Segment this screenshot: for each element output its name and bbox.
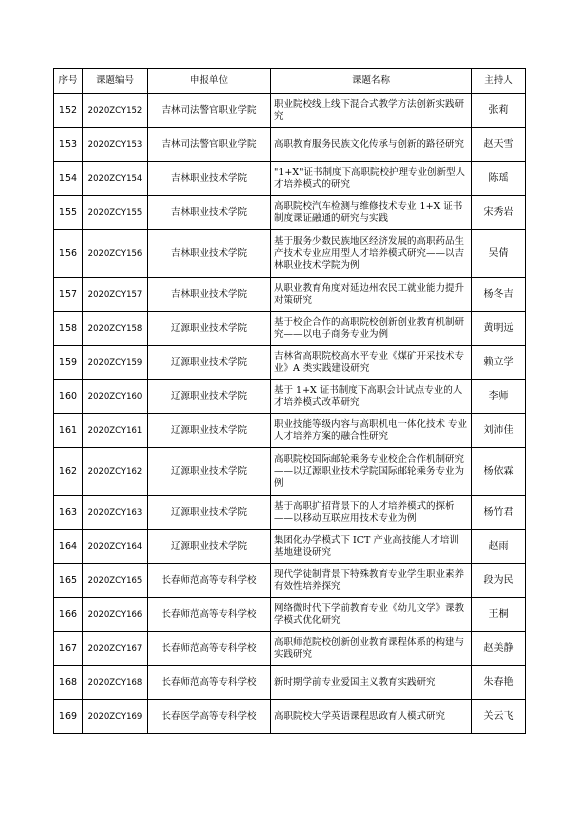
- applicant-unit: 吉林职业技术学院: [148, 162, 271, 196]
- host-name: 李师: [472, 380, 526, 414]
- project-code: 2020ZCY164: [83, 530, 148, 564]
- project-title: 新时期学前专业爱国主义教育实践研究: [271, 666, 472, 700]
- project-title: 职业院校线上线下混合式教学方法创新实践研究: [271, 94, 472, 128]
- host-name: 赵天雪: [472, 128, 526, 162]
- project-table: [53, 68, 526, 734]
- table-row: [54, 414, 526, 448]
- project-title: 吉林省高职院校高水平专业《煤矿开采技术专业》A 类实践建设研究: [271, 346, 472, 380]
- project-code: 2020ZCY155: [83, 196, 148, 230]
- table-row: [54, 128, 526, 162]
- project-code: 2020ZCY166: [83, 598, 148, 632]
- applicant-unit: 辽源职业技术学院: [148, 414, 271, 448]
- table-row: [54, 598, 526, 632]
- row-number: 169: [54, 700, 83, 734]
- applicant-unit: 吉林职业技术学院: [148, 196, 271, 230]
- host-name: 陈瑶: [472, 162, 526, 196]
- header-title: 课题名称: [271, 69, 472, 94]
- row-number: 160: [54, 380, 83, 414]
- host-name: 关云飞: [472, 700, 526, 734]
- applicant-unit: 辽源职业技术学院: [148, 530, 271, 564]
- project-code: 2020ZCY158: [83, 312, 148, 346]
- project-title: 高职教育服务民族文化传承与创新的路径研究: [271, 128, 472, 162]
- project-title: "1+X"证书制度下高职院校护理专业创新型人才培养模式的研究: [271, 162, 472, 196]
- host-name: 朱春艳: [472, 666, 526, 700]
- applicant-unit: 辽源职业技术学院: [148, 312, 271, 346]
- applicant-unit: 吉林司法警官职业学院: [148, 128, 271, 162]
- row-number: 159: [54, 346, 83, 380]
- project-title: 基于校企合作的高职院校创新创业教育机制研究——以电子商务专业为例: [271, 312, 472, 346]
- applicant-unit: 辽源职业技术学院: [148, 448, 271, 496]
- header-row: [54, 69, 526, 94]
- row-number: 157: [54, 278, 83, 312]
- row-number: 165: [54, 564, 83, 598]
- host-name: 赵美静: [472, 632, 526, 666]
- host-name: 段为民: [472, 564, 526, 598]
- host-name: 赵雨: [472, 530, 526, 564]
- header-code: 课题编号: [83, 69, 148, 94]
- row-number: 162: [54, 448, 83, 496]
- project-title: 高职院校国际邮轮乘务专业校企合作机制研究——以辽源职业技术学院国际邮轮乘务专业为例: [271, 448, 472, 496]
- table-row: [54, 278, 526, 312]
- project-title: 职业技能等级内容与高职机电一体化技术 专业人才培养方案的融合性研究: [271, 414, 472, 448]
- table-row: [54, 632, 526, 666]
- project-code: 2020ZCY169: [83, 700, 148, 734]
- host-name: 黄明远: [472, 312, 526, 346]
- table-row: [54, 94, 526, 128]
- table-row: [54, 666, 526, 700]
- row-number: 166: [54, 598, 83, 632]
- row-number: 164: [54, 530, 83, 564]
- table-row: [54, 380, 526, 414]
- project-code: 2020ZCY161: [83, 414, 148, 448]
- project-title: 基于服务少数民族地区经济发展的高职药品生产技术专业应用型人才培养模式研究——以吉林职业技术学院为例: [271, 230, 472, 278]
- project-code: 2020ZCY168: [83, 666, 148, 700]
- host-name: 宋秀岩: [472, 196, 526, 230]
- row-number: 155: [54, 196, 83, 230]
- applicant-unit: 吉林职业技术学院: [148, 278, 271, 312]
- table-row: [54, 312, 526, 346]
- applicant-unit: 长春师范高等专科学校: [148, 666, 271, 700]
- table-row: [54, 196, 526, 230]
- row-number: 161: [54, 414, 83, 448]
- project-title: 网络微时代下学前教育专业《幼儿文学》课教学模式优化研究: [271, 598, 472, 632]
- row-number: 158: [54, 312, 83, 346]
- project-title: 现代学徒制背景下特殊教育专业学生职业素养有效性培养探究: [271, 564, 472, 598]
- project-code: 2020ZCY165: [83, 564, 148, 598]
- project-code: 2020ZCY162: [83, 448, 148, 496]
- table-row: [54, 496, 526, 530]
- applicant-unit: 吉林司法警官职业学院: [148, 94, 271, 128]
- row-number: 152: [54, 94, 83, 128]
- applicant-unit: 吉林职业技术学院: [148, 230, 271, 278]
- project-code: 2020ZCY167: [83, 632, 148, 666]
- applicant-unit: 长春师范高等专科学校: [148, 598, 271, 632]
- table-row: [54, 564, 526, 598]
- row-number: 154: [54, 162, 83, 196]
- header-no: 序号: [54, 69, 83, 94]
- project-title: 基于 1+X 证书制度下高职会计试点专业的人才培养模式改革研究: [271, 380, 472, 414]
- project-code: 2020ZCY154: [83, 162, 148, 196]
- host-name: 杨竹君: [472, 496, 526, 530]
- project-title: 从职业教育角度对延边州农民工就业能力提升对策研究: [271, 278, 472, 312]
- row-number: 163: [54, 496, 83, 530]
- project-code: 2020ZCY156: [83, 230, 148, 278]
- table-row: [54, 530, 526, 564]
- table-row: [54, 700, 526, 734]
- project-title: 高职师范院校创新创业教育课程体系的构建与实践研究: [271, 632, 472, 666]
- project-title: 集团化办学模式下 ICT 产业高技能人才培训基地建设研究: [271, 530, 472, 564]
- host-name: 张莉: [472, 94, 526, 128]
- row-number: 168: [54, 666, 83, 700]
- table-row: [54, 162, 526, 196]
- row-number: 156: [54, 230, 83, 278]
- project-code: 2020ZCY153: [83, 128, 148, 162]
- applicant-unit: 辽源职业技术学院: [148, 346, 271, 380]
- row-number: 167: [54, 632, 83, 666]
- project-code: 2020ZCY152: [83, 94, 148, 128]
- applicant-unit: 长春师范高等专科学校: [148, 564, 271, 598]
- host-name: 赖立学: [472, 346, 526, 380]
- host-name: 王桐: [472, 598, 526, 632]
- host-name: 杨依霖: [472, 448, 526, 496]
- table-row: [54, 230, 526, 278]
- row-number: 153: [54, 128, 83, 162]
- project-code: 2020ZCY160: [83, 380, 148, 414]
- project-code: 2020ZCY157: [83, 278, 148, 312]
- project-title: 高职院校汽车检测与维修技术专业 1+X 证书制度课证融通的研究与实践: [271, 196, 472, 230]
- table-row: [54, 448, 526, 496]
- host-name: 杨冬吉: [472, 278, 526, 312]
- applicant-unit: 长春师范高等专科学校: [148, 632, 271, 666]
- applicant-unit: 辽源职业技术学院: [148, 380, 271, 414]
- header-unit: 申报单位: [148, 69, 271, 94]
- project-title: 高职院校大学英语课程思政育人模式研究: [271, 700, 472, 734]
- applicant-unit: 长春医学高等专科学校: [148, 700, 271, 734]
- header-host: 主持人: [472, 69, 526, 94]
- table-row: [54, 346, 526, 380]
- project-title: 基于高职扩招背景下的人才培养模式的探析——以移动互联应用技术专业为例: [271, 496, 472, 530]
- project-code: 2020ZCY163: [83, 496, 148, 530]
- applicant-unit: 辽源职业技术学院: [148, 496, 271, 530]
- host-name: 吴倩: [472, 230, 526, 278]
- project-code: 2020ZCY159: [83, 346, 148, 380]
- table-header: [54, 69, 526, 94]
- host-name: 刘沛佳: [472, 414, 526, 448]
- table-body: [54, 94, 526, 734]
